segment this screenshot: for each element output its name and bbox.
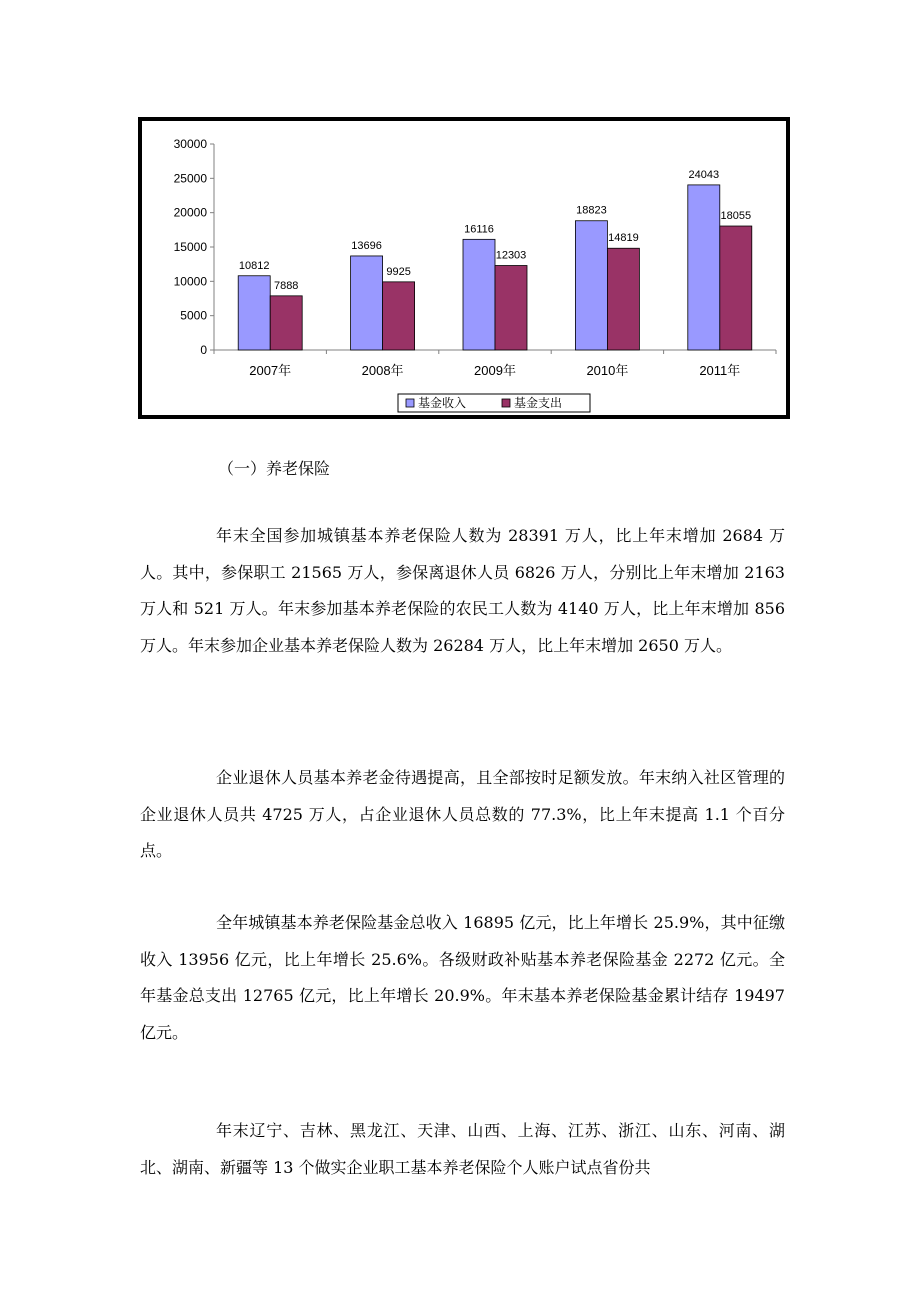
y-tick-label: 30000 — [173, 137, 207, 151]
x-tick-label: 2008年 — [361, 363, 404, 378]
paragraph-2: 企业退休人员基本养老金待遇提高，且全部按时足额发放。年末纳入社区管理的企业退休人员共 4725 万人，占企业退休人员总数的 77.3%，比上年末提高 1.1 个百分点。 — [140, 768, 785, 860]
y-tick-label: 5000 — [180, 308, 207, 323]
legend-label: 基金支出 — [514, 396, 563, 410]
section-heading: （一）养老保险 — [218, 459, 331, 478]
y-tick-label: 0 — [200, 343, 207, 357]
bar-income — [688, 185, 720, 350]
bar-income — [351, 256, 383, 350]
fund-bar-chart — [142, 121, 786, 415]
data-label: 16116 — [464, 223, 494, 236]
data-label: 18055 — [720, 210, 752, 223]
chart-frame — [138, 117, 790, 419]
y-tick-label: 10000 — [173, 274, 207, 289]
x-tick-label: 2010年 — [586, 363, 629, 378]
y-tick-label: 15000 — [173, 240, 207, 254]
bar-income — [238, 276, 270, 350]
data-label: 24043 — [688, 168, 720, 181]
data-label: 12303 — [495, 249, 527, 262]
x-tick-label: 2011年 — [699, 363, 741, 378]
paragraph-3: 全年城镇基本养老保险基金总收入 16895 亿元，比上年增长 25.9%，其中征缴收入 13956 亿元，比上年增长 25.6%。各级财政补贴基本养老保险基金 2272 亿元。全年基金总支出 12765 亿元，比上年增长 20.9%。年末基本养老保险基金累计结存 19497 亿元。 — [140, 913, 785, 1042]
legend-swatch — [502, 399, 510, 407]
paragraph-1: 年末全国参加城镇基本养老保险人数为 28391 万人，比上年末增加 2684 万人。其中，参保职工 21565 万人，参保离退休人员 6826 万人，分别比上年末增加 2163 万人和 521 万人。年末参加基本养老保险的农民工人数为 4140 万人，比上年末增加 856 万人。年末参加企业基本养老保险人数为 26284 万人，比上年末增加 2650 万人。 — [140, 526, 785, 655]
chart-area — [142, 121, 786, 415]
y-tick-label: 25000 — [173, 171, 207, 186]
bar-expense — [270, 296, 302, 350]
data-label: 13696 — [351, 239, 382, 252]
data-label: 7888 — [273, 279, 299, 292]
legend-swatch — [406, 399, 414, 407]
y-tick-label: 20000 — [173, 205, 207, 220]
x-tick-label: 2009年 — [474, 363, 516, 378]
data-label: 18823 — [576, 204, 607, 217]
data-label: 9925 — [386, 265, 411, 278]
bar-expense — [720, 226, 752, 350]
data-label: 10812 — [238, 259, 270, 272]
bar-expense — [495, 266, 527, 350]
bar-income — [575, 221, 607, 350]
bar-expense — [383, 282, 415, 350]
bar-income — [463, 239, 495, 350]
legend-label: 基金收入 — [418, 396, 467, 410]
bar-expense — [607, 248, 639, 350]
data-label: 14819 — [608, 232, 639, 245]
x-tick-label: 2007年 — [249, 363, 292, 378]
paragraph-4: 年末辽宁、吉林、黑龙江、天津、山西、上海、江苏、浙江、山东、河南、湖北、湖南、新疆等 13 个做实企业职工基本养老保险个人账户试点省份共 — [140, 1121, 785, 1177]
